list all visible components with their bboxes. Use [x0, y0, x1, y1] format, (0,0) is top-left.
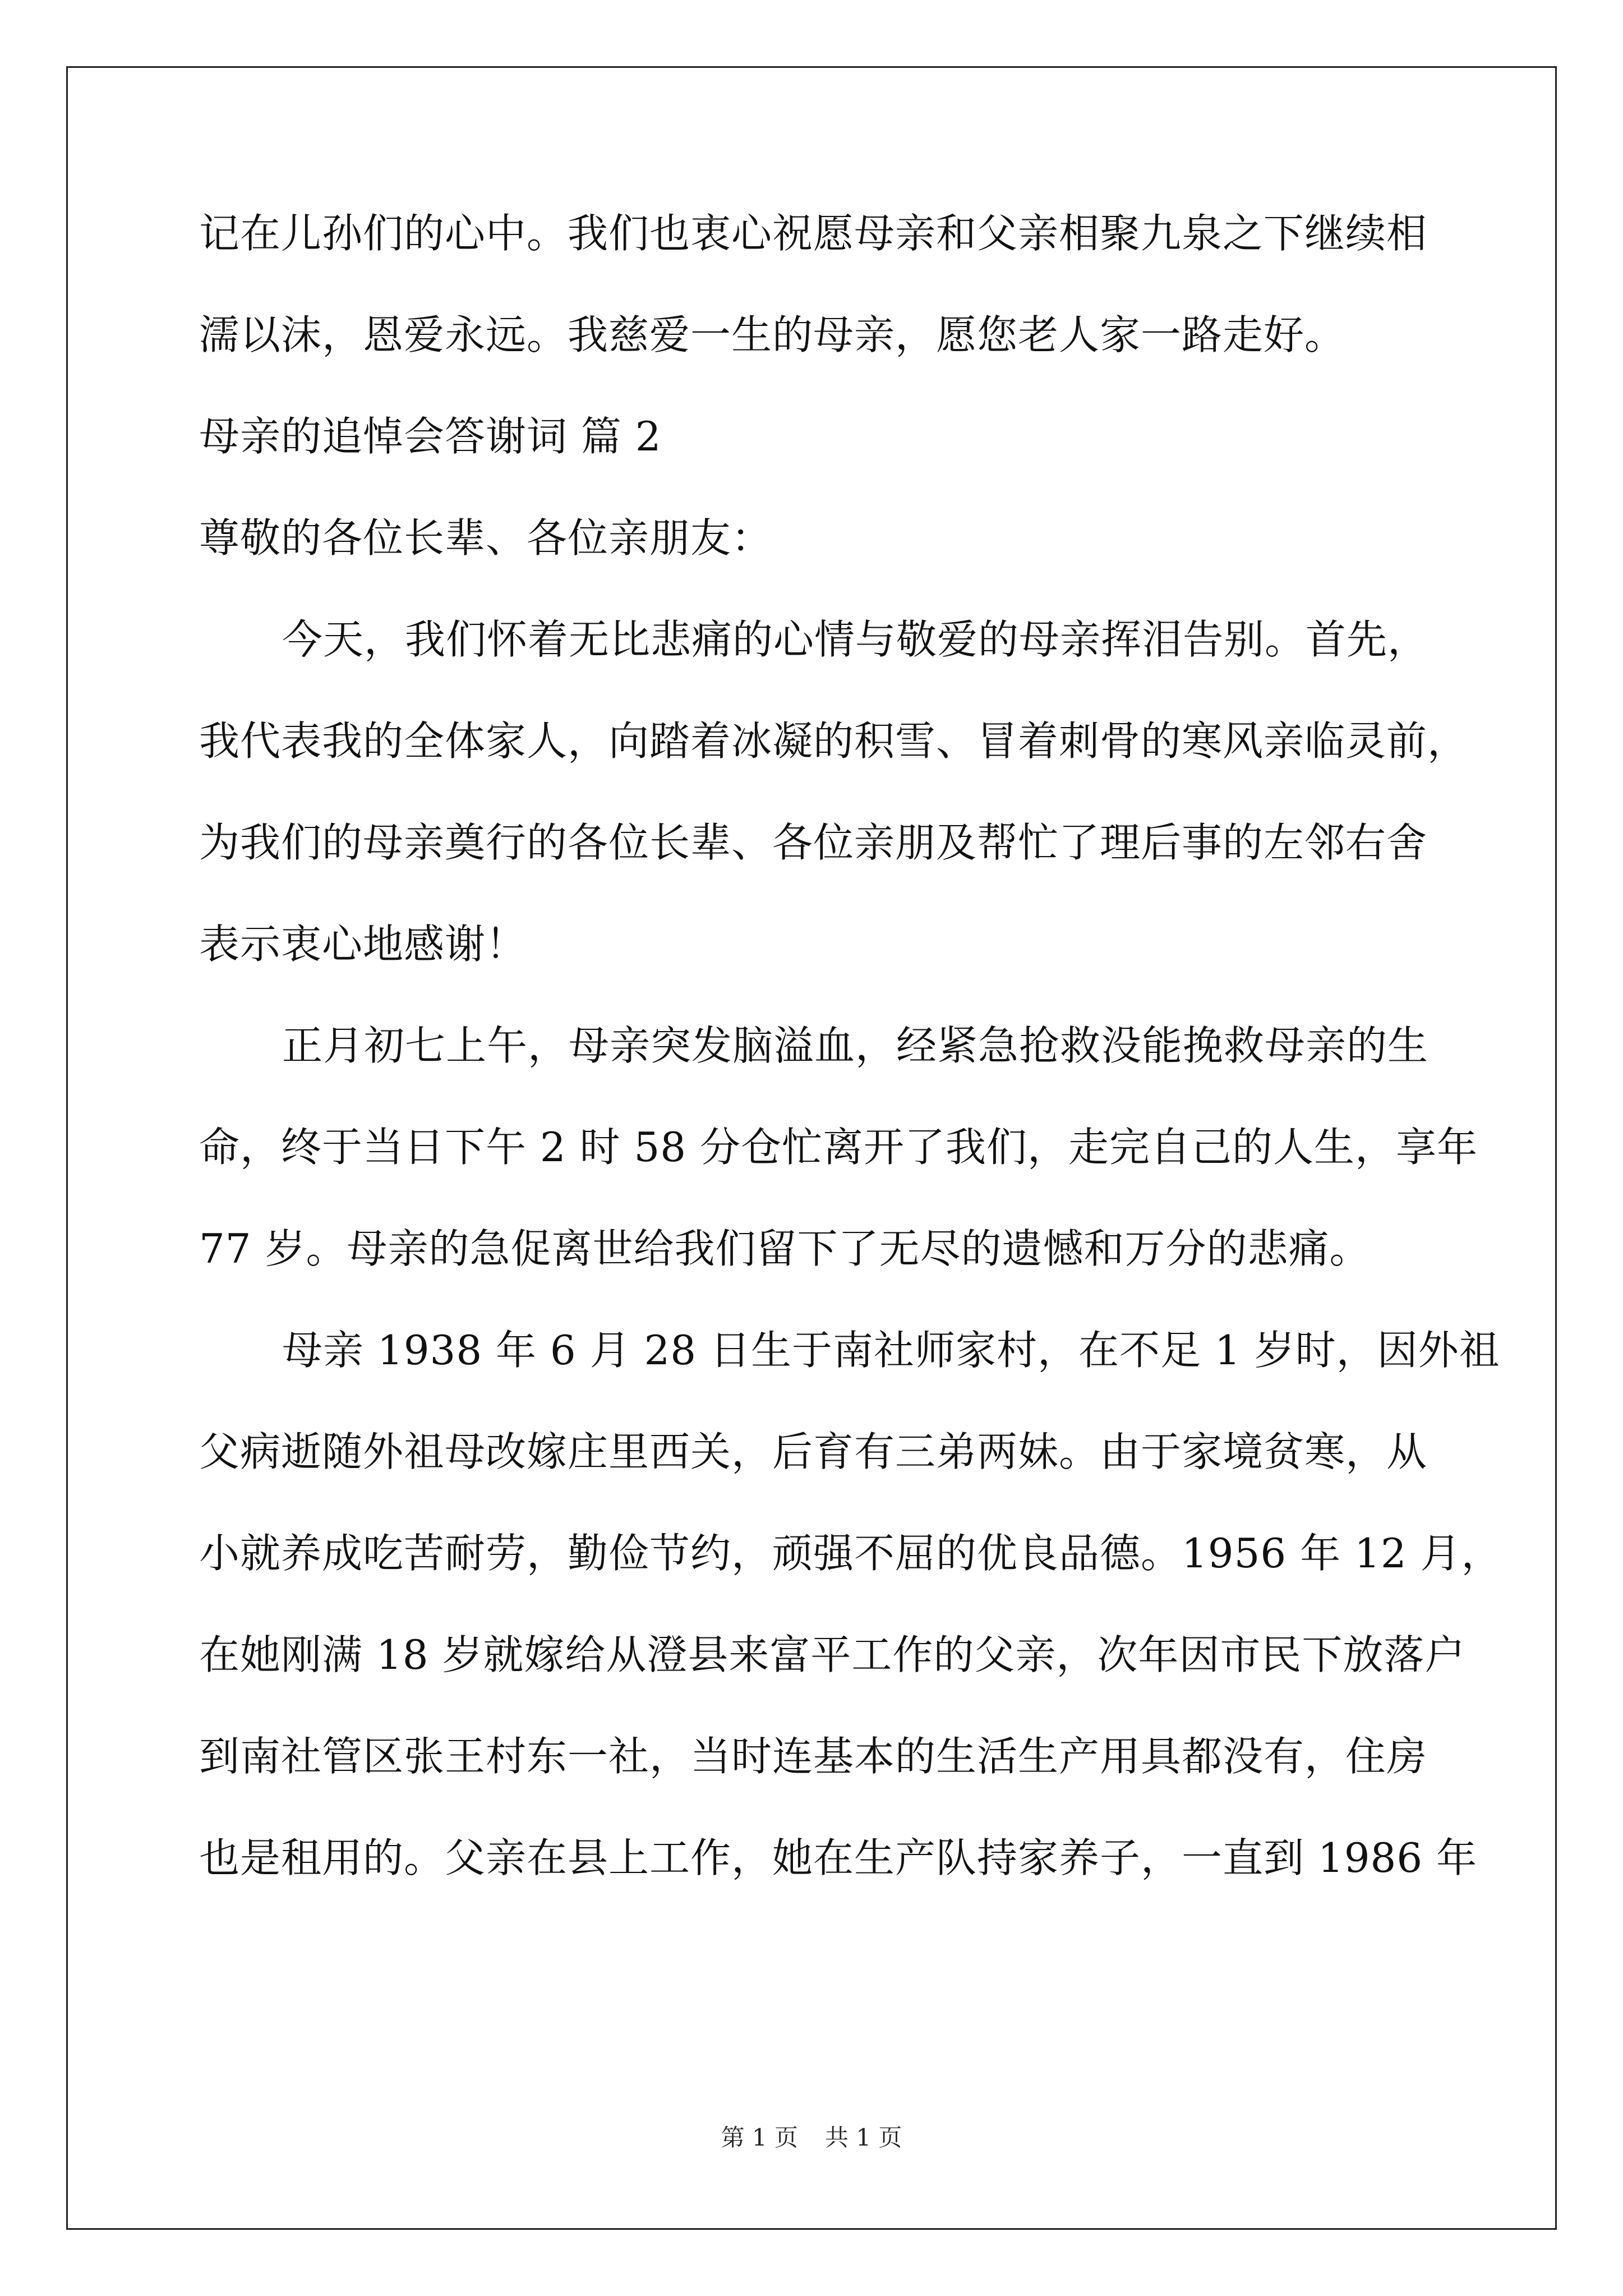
paragraph-line: 也是租用的。父亲在县上工作，她在生产队持家养子，一直到 1986 年	[199, 1834, 1478, 1881]
paragraph-line: 正月初七上午，母亲突发脑溢血，经紧急抢救没能挽救母亲的生	[282, 1022, 1429, 1069]
paragraph-line: 记在儿孙们的心中。我们也衷心祝愿母亲和父亲相聚九泉之下继续相	[199, 210, 1428, 257]
paragraph-line: 77 岁。母亲的急促离世给我们留下了无尽的遗憾和万分的悲痛。	[199, 1225, 1371, 1272]
paragraph-line: 为我们的母亲奠行的各位长辈、各位亲朋及帮忙了理后事的左邻右舍	[199, 819, 1428, 866]
page-number-total: 共 1 页	[825, 2124, 902, 2151]
paragraph-line: 表示衷心地感谢！	[199, 921, 527, 968]
page-footer	[0, 2126, 1623, 2150]
salutation: 尊敬的各位长辈、各位亲朋友：	[199, 514, 773, 562]
paragraph-line: 我代表我的全体家人，向踏着冰凝的积雪、冒着刺骨的寒风亲临灵前，	[199, 717, 1469, 765]
paragraph-line: 命，终于当日下午 2 时 58 分仓忙离开了我们，走完自己的人生，享年	[199, 1124, 1478, 1171]
paragraph-line: 母亲 1938 年 6 月 28 日生于南社师家村，在不足 1 岁时，因外祖	[282, 1327, 1500, 1374]
paragraph-line: 父病逝随外祖母改嫁庄里西关，后育有三弟两妹。由于家境贫寒，从	[199, 1428, 1428, 1475]
page-number-current: 第 1 页	[721, 2124, 798, 2151]
paragraph-line: 小就养成吃苦耐劳，勤俭节约，顽强不屈的优良品德。1956 年 12 月，	[199, 1530, 1502, 1577]
paragraph-line: 在她刚满 18 岁就嫁给从澄县来富平工作的父亲，次年因市民下放落户	[199, 1631, 1466, 1678]
paragraph-line: 今天，我们怀着无比悲痛的心情与敬爱的母亲挥泪告别。首先，	[282, 616, 1429, 663]
section-heading: 母亲的追悼会答谢词 篇 2	[199, 413, 662, 460]
paragraph-line: 濡以沫，恩爱永远。我慈爱一生的母亲，愿您老人家一路走好。	[199, 311, 1346, 358]
document-body	[199, 210, 1502, 1939]
paragraph-line: 到南社管区张王村东一社，当时连基本的生活生产用具都没有，住房	[199, 1733, 1428, 1780]
